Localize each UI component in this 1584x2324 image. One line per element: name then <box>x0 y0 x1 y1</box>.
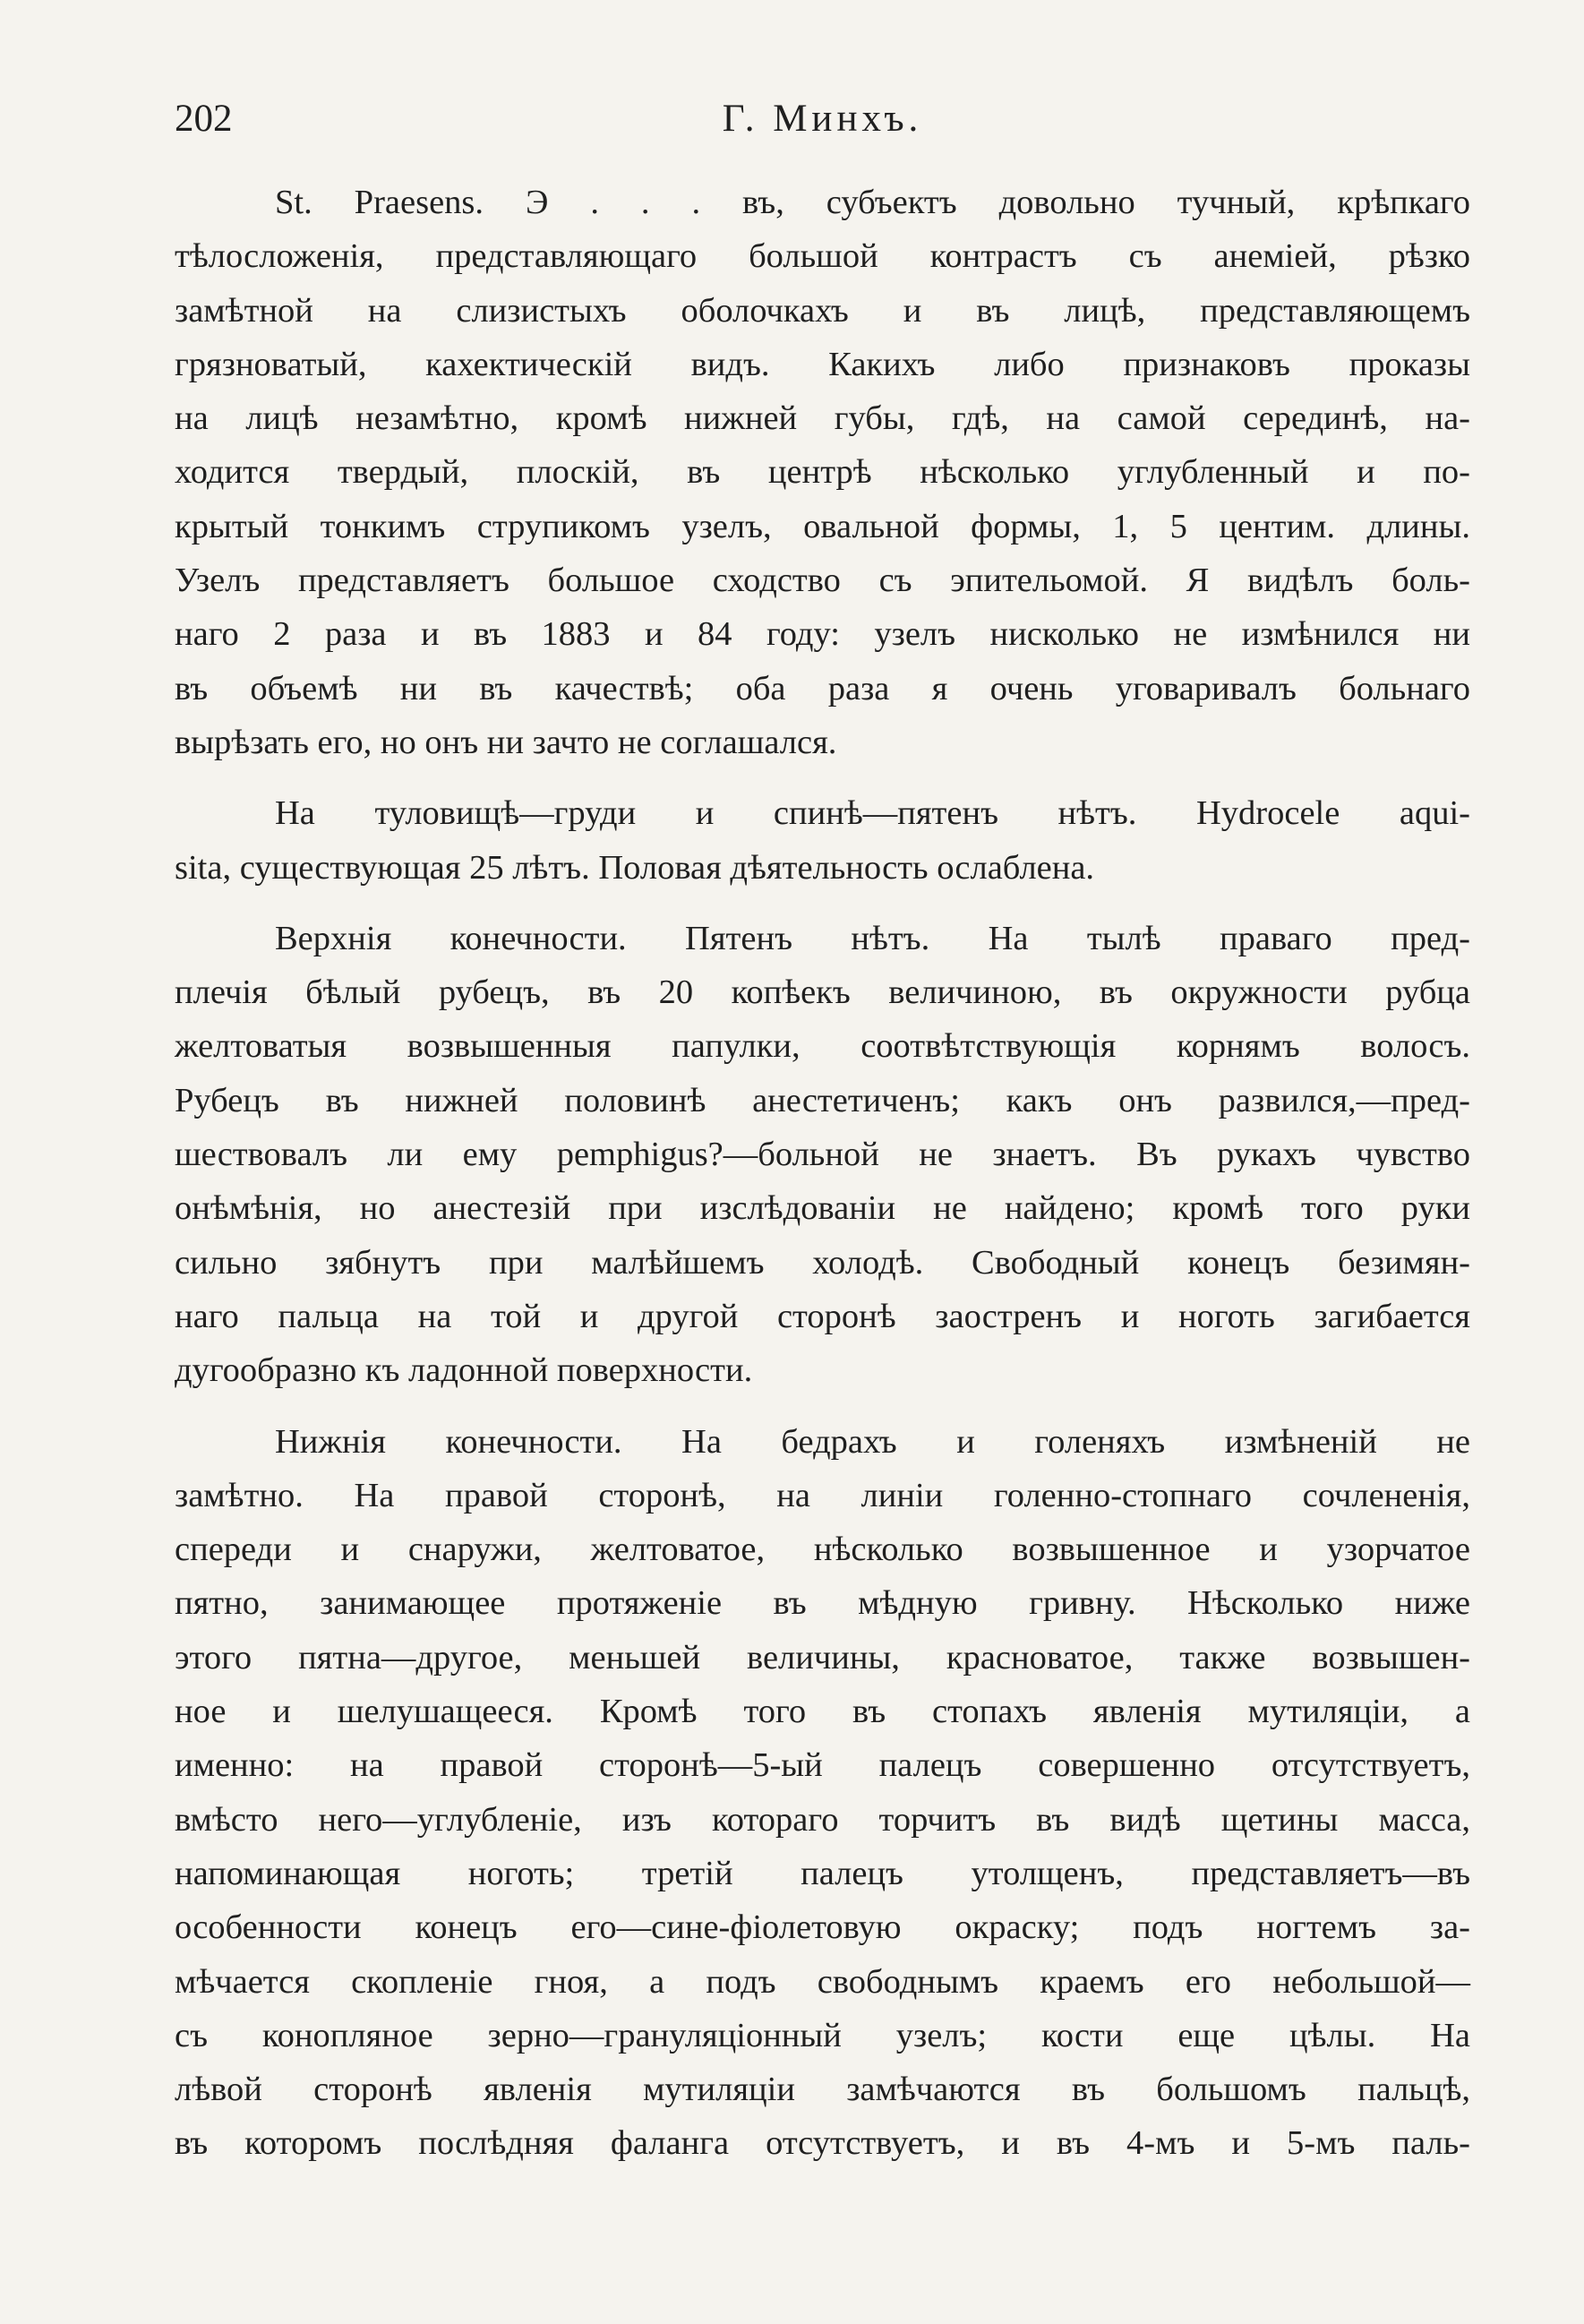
page-header <box>175 88 1470 150</box>
text-line: St. Praesens. Э . . . въ, субъектъ довольно тучный, крѣпкаго <box>275 184 1470 221</box>
text-line: напоминающая ноготь; третій палецъ утолщенъ, представляетъ—въ <box>175 1854 1470 1892</box>
text-line: особенности конецъ его—сине-фіолетовую окраску; подъ ногтемъ за- <box>175 1908 1470 1947</box>
paragraph-upper-limbs <box>175 912 1470 1398</box>
text-line: шествовалъ ли ему pemphigus?—больной не знаетъ. Въ рукахъ чувство <box>175 1136 1470 1174</box>
text-line: вмѣсто него—углубленіе, изъ котораго торчитъ въ видѣ щетины масса, <box>175 1800 1470 1839</box>
text-line: на лицѣ незамѣтно, кромѣ нижней губы, гдѣ, на самой серединѣ, на- <box>175 399 1470 438</box>
text-line: крытый тонкимъ струпикомъ узелъ, овальной формы, 1, 5 центим. длины. <box>175 507 1470 545</box>
running-head: Г. Минхъ. <box>722 98 923 140</box>
text-line: именно: на правой сторонѣ—5-ый палецъ совершенно отсутствуетъ, <box>175 1746 1470 1785</box>
text-line: лѣвой сторонѣ явленія мутиляціи замѣчаются въ большомъ пальцѣ, <box>175 2071 1470 2109</box>
page-number: 202 <box>175 98 233 140</box>
text-line: пятно, занимающее протяженіе въ мѣдную гривну. Нѣсколько ниже <box>175 1584 1470 1623</box>
text-line: наго пальца на той и другой сторонѣ заостренъ и ноготь загибается <box>175 1297 1470 1335</box>
text-line: замѣтной на слизистыхъ оболочкахъ и въ лицѣ, представляющемъ <box>175 291 1470 330</box>
text-line: въ объемѣ ни въ качествѣ; оба раза я очень уговаривалъ больнаго <box>175 669 1470 707</box>
text-line: онѣмѣнія, но анестезій при изслѣдованіи не найдено; кромѣ того руки <box>175 1189 1470 1228</box>
text-line: ходится твердый, плоскій, въ центрѣ нѣсколько углубленный и по- <box>175 453 1470 492</box>
text-line: ное и шелушащееся. Кромѣ того въ стопахъ явленія мутиляціи, а <box>175 1693 1470 1731</box>
text-line: спереди и снаружи, желтоватое, нѣсколько возвышенное и узорчатое <box>175 1531 1470 1569</box>
text-line: замѣтно. На правой сторонѣ, на линіи голенно-стопнаго сочлененія, <box>175 1476 1470 1514</box>
text-line: На туловищѣ—груди и спинѣ—пятенъ нѣтъ. Hydrocele aqui- <box>275 794 1470 833</box>
text-line: вырѣзать его, но онъ ни зачто не соглашался. <box>175 723 837 761</box>
text-line: въ которомъ послѣдняя фаланга отсутствуетъ, и въ 4-мъ и 5-мъ паль- <box>175 2124 1470 2163</box>
paragraph-lower-limbs <box>175 1415 1470 2171</box>
text-line: Узелъ представляетъ большое сходство съ эпительомой. Я видѣлъ боль- <box>175 562 1470 600</box>
body-text <box>175 176 1470 2188</box>
text-line: грязноватый, кахектическій видъ. Какихъ либо признаковъ проказы <box>175 345 1470 383</box>
text-line: Нижнія конечности. На бедрахъ и голеняхъ измѣненій не <box>275 1422 1470 1461</box>
text-line: дугообразно къ ладонной поверхности. <box>175 1351 753 1390</box>
paragraph-status-praesens <box>175 176 1470 769</box>
text-line: наго 2 раза и въ 1883 и 84 году: узелъ нисколько не измѣнился ни <box>175 615 1470 654</box>
text-line: sita, существующая 25 лѣтъ. Половая дѣятельность ослаблена. <box>175 848 1095 887</box>
text-line: этого пятна—другое, меньшей величины, красноватое, также возвышен- <box>175 1638 1470 1677</box>
text-line: желтоватыя возвышенныя папулки, соотвѣтствующія корнямъ волосъ. <box>175 1027 1470 1066</box>
text-line: плечія бѣлый рубецъ, въ 20 копѣекъ величиною, въ окружности рубца <box>175 973 1470 1012</box>
text-line: Верхнія конечности. Пятенъ нѣтъ. На тылѣ праваго пред- <box>275 919 1470 957</box>
text-line: сильно зябнутъ при малѣйшемъ холодѣ. Свободный конецъ безимян- <box>175 1243 1470 1282</box>
text-line: Рубецъ въ нижней половинѣ анестетиченъ; какъ онъ развился,—пред- <box>175 1081 1470 1119</box>
text-line: тѣлосложенія, представляющаго большой контрастъ съ анеміей, рѣзко <box>175 237 1470 276</box>
text-line: мѣчается скопленіе гноя, а подъ свободнымъ краемъ его небольшой— <box>175 1962 1470 2001</box>
paragraph-torso <box>175 786 1470 895</box>
text-line: съ конопляное зерно—грануляціонный узелъ; кости еще цѣлы. На <box>175 2016 1470 2054</box>
